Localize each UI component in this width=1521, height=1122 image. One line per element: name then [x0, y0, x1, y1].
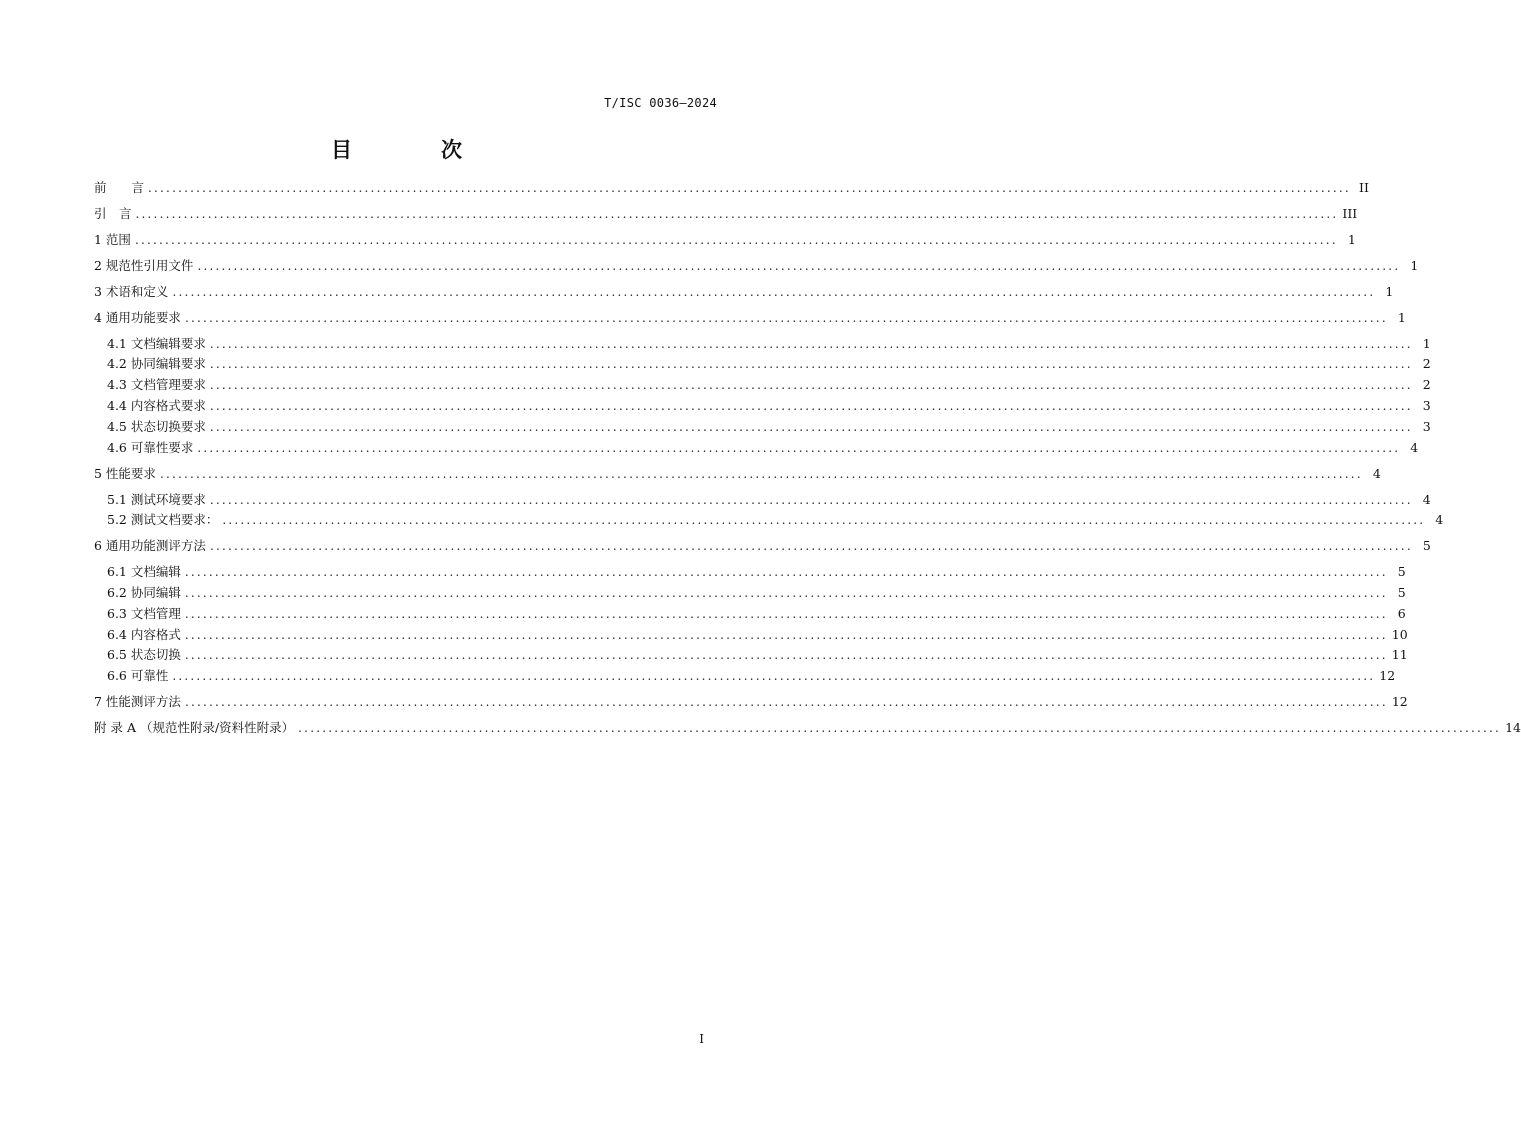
- toc-entry-label: 引 言: [94, 206, 132, 221]
- toc-entry-page: 5: [1397, 564, 1406, 579]
- toc-leader-dots: ........................................................................................................................................................................................................: [209, 357, 1413, 371]
- toc-entry-label: 前 言: [94, 180, 145, 195]
- toc-leader-dots: ........................................................................................................................................................................................................: [209, 420, 1413, 434]
- toc-entry-page: II: [1359, 180, 1369, 195]
- toc-entry-label: 4.5 状态切换要求: [107, 419, 206, 434]
- toc-entry-page: 10: [1391, 627, 1408, 642]
- toc-entry[interactable]: [94, 583, 1406, 603]
- toc-entry-label: 6 通用功能测评方法: [94, 538, 206, 553]
- toc-entry-label: 附 录 A （规范性附录/资料性附录）: [94, 720, 295, 735]
- toc-entry[interactable]: [94, 604, 1406, 624]
- toc-entry[interactable]: [94, 282, 1394, 302]
- toc-leader-dots: ........................................................................................................................................................................................................: [159, 467, 1363, 481]
- toc-leader-dots: ........................................................................................................................................................................................................: [184, 607, 1388, 621]
- toc-entry-page: 4: [1435, 512, 1444, 527]
- toc-entry-label: 6.4 内容格式: [107, 627, 181, 642]
- toc-entry[interactable]: [94, 666, 1396, 686]
- toc-entry-page: 1: [1397, 310, 1406, 325]
- toc-leader-dots: ........................................................................................................................................................................................................: [184, 586, 1388, 600]
- toc-entry-page: 6: [1397, 606, 1406, 621]
- toc-entry[interactable]: [94, 692, 1408, 712]
- toc-entry[interactable]: [94, 354, 1431, 374]
- toc-entry[interactable]: [94, 178, 1369, 198]
- toc-leader-dots: ........................................................................................................................................................................................................: [184, 648, 1388, 662]
- toc-leader-dots: ........................................................................................................................................................................................................: [184, 565, 1388, 579]
- toc-entry-label: 4 通用功能要求: [94, 310, 181, 325]
- toc-leader-dots: ........................................................................................................................................................................................................: [148, 181, 1351, 195]
- toc-entry-label: 6.2 协同编辑: [107, 585, 181, 600]
- toc-entry[interactable]: [94, 490, 1431, 510]
- toc-entry[interactable]: [94, 718, 1521, 738]
- toc-entry[interactable]: [94, 334, 1431, 354]
- toc-entry-page: 3: [1422, 419, 1431, 434]
- toc-leader-dots: ........................................................................................................................................................................................................: [172, 285, 1376, 299]
- toc-entry-page: 2: [1422, 377, 1431, 392]
- toc-entry[interactable]: [94, 536, 1431, 556]
- toc-entry[interactable]: [94, 396, 1431, 416]
- toc-entry-page: 4: [1410, 440, 1419, 455]
- toc-leader-dots: ........................................................................................................................................................................................................: [209, 337, 1413, 351]
- toc-entry[interactable]: [94, 256, 1419, 276]
- toc-entry-label: 7 性能测评方法: [94, 694, 181, 709]
- toc-entry-page: 1: [1385, 284, 1394, 299]
- toc-leader-dots: ........................................................................................................................................................................................................: [222, 513, 1426, 527]
- toc-entry-label: 6.6 可靠性: [107, 668, 169, 683]
- toc-entry[interactable]: [94, 464, 1381, 484]
- toc-entry[interactable]: [94, 562, 1406, 582]
- toc-entry-page: 3: [1422, 398, 1431, 413]
- toc-entry-page: 4: [1422, 492, 1431, 507]
- toc-entry-page: 14: [1505, 720, 1521, 735]
- toc-entry[interactable]: [94, 438, 1419, 458]
- toc-entry-label: 4.2 协同编辑要求: [107, 356, 206, 371]
- toc-leader-dots: ........................................................................................................................................................................................................: [298, 721, 1502, 735]
- toc-entry[interactable]: [94, 645, 1408, 665]
- toc-leader-dots: ........................................................................................................................................................................................................: [209, 539, 1413, 553]
- toc-entry-page: III: [1342, 206, 1358, 221]
- toc-entry[interactable]: [94, 204, 1358, 224]
- toc-leader-dots: ........................................................................................................................................................................................................: [197, 441, 1401, 455]
- toc-entry[interactable]: [94, 375, 1431, 395]
- page-title: 目 次: [331, 138, 496, 162]
- page-number: I: [699, 1032, 704, 1046]
- toc-entry-page: 1: [1422, 336, 1431, 351]
- toc-entry-page: 4: [1372, 466, 1381, 481]
- toc-entry[interactable]: [94, 510, 1444, 530]
- toc-leader-dots: ........................................................................................................................................................................................................: [184, 695, 1388, 709]
- toc-leader-dots: ........................................................................................................................................................................................................: [197, 259, 1401, 273]
- toc-leader-dots: ........................................................................................................................................................................................................: [135, 207, 1339, 221]
- toc-entry-label: 4.6 可靠性要求: [107, 440, 194, 455]
- toc-entry-page: 12: [1391, 694, 1408, 709]
- toc-leader-dots: ........................................................................................................................................................................................................: [134, 233, 1338, 247]
- toc-entry-label: 3 术语和定义: [94, 284, 169, 299]
- toc-leader-dots: ........................................................................................................................................................................................................: [172, 669, 1376, 683]
- toc-entry-label: 6.5 状态切换: [107, 647, 181, 662]
- toc-entry[interactable]: [94, 308, 1406, 328]
- toc-entry-label: 2 规范性引用文件: [94, 258, 194, 273]
- toc-entry-label: 4.1 文档编辑要求: [107, 336, 206, 351]
- toc-entry-page: 5: [1422, 538, 1431, 553]
- toc-leader-dots: ........................................................................................................................................................................................................: [209, 378, 1413, 392]
- document-code: T/ISC 0036—2024: [604, 96, 717, 110]
- toc-entry-label: 5.2 测试文档要求：: [107, 512, 219, 527]
- toc-leader-dots: ........................................................................................................................................................................................................: [184, 628, 1388, 642]
- toc-entry-page: 11: [1391, 647, 1408, 662]
- toc-leader-dots: ........................................................................................................................................................................................................: [184, 311, 1388, 325]
- toc-entry-label: 4.4 内容格式要求: [107, 398, 206, 413]
- toc-entry-page: 5: [1397, 585, 1406, 600]
- toc-entry-label: 1 范围: [94, 232, 131, 247]
- toc-entry-label: 5.1 测试环境要求: [107, 492, 206, 507]
- toc-leader-dots: ........................................................................................................................................................................................................: [209, 399, 1413, 413]
- toc-entry[interactable]: [94, 625, 1408, 645]
- toc-entry-label: 4.3 文档管理要求: [107, 377, 206, 392]
- toc-entry-page: 2: [1422, 356, 1431, 371]
- toc-entry-page: 1: [1347, 232, 1356, 247]
- toc-entry-label: 6.3 文档管理: [107, 606, 181, 621]
- toc-entry-label: 5 性能要求: [94, 466, 156, 481]
- toc-entry[interactable]: [94, 230, 1356, 250]
- toc-entry-page: 12: [1379, 668, 1396, 683]
- toc-entry-label: 6.1 文档编辑: [107, 564, 181, 579]
- toc-entry[interactable]: [94, 417, 1431, 437]
- toc-leader-dots: ........................................................................................................................................................................................................: [209, 493, 1413, 507]
- toc-entry-page: 1: [1410, 258, 1419, 273]
